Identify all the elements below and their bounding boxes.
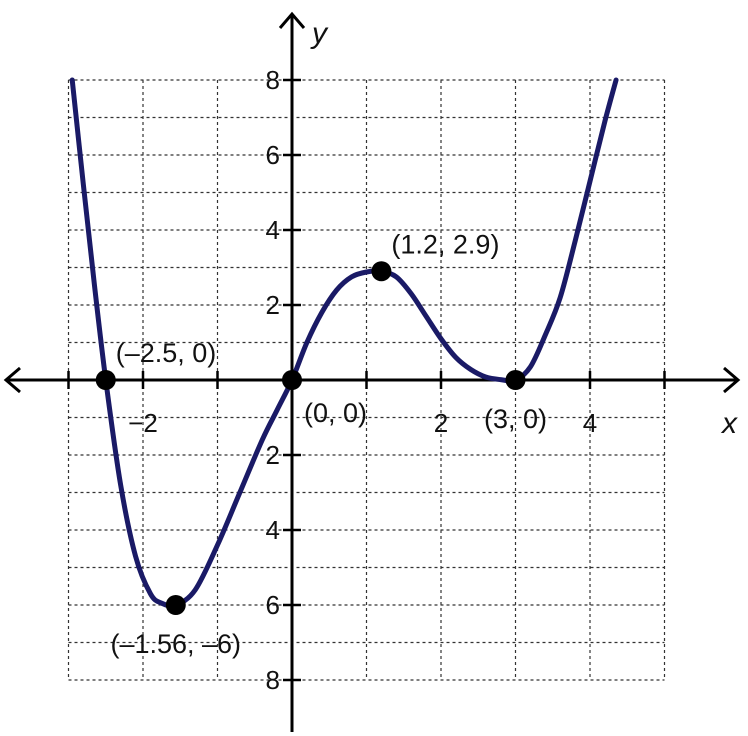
y-tick-label: 4	[265, 215, 280, 245]
axes	[6, 14, 738, 732]
x-tick-label: −2	[128, 408, 158, 438]
y-tick-label: 2	[265, 440, 280, 470]
point-label: (1.2, 2.9)	[391, 229, 500, 260]
point-marker	[96, 370, 116, 390]
y-tick-label: 4	[265, 515, 280, 545]
point-marker	[282, 370, 302, 390]
point-label: (–1.56, –6)	[110, 629, 242, 659]
y-tick-label: 2	[265, 290, 280, 320]
point-label: (0, 0)	[304, 398, 368, 428]
point-label: (3, 0)	[483, 404, 548, 434]
point-marker	[506, 370, 526, 390]
points-layer	[96, 229, 547, 659]
y-tick-label: 8	[265, 65, 280, 95]
y-tick-label: 6	[265, 590, 280, 620]
y-axis-label: y	[312, 17, 327, 50]
y-tick-label: 6	[265, 140, 280, 170]
x-tick-label: 4	[582, 408, 598, 438]
y-tick-label: 8	[265, 665, 280, 695]
x-axis-label: x	[722, 407, 737, 440]
point-label: (–2.5, 0)	[115, 338, 217, 368]
point-marker	[166, 595, 186, 615]
x-tick-label: 2	[433, 408, 449, 438]
point-marker	[371, 261, 391, 281]
